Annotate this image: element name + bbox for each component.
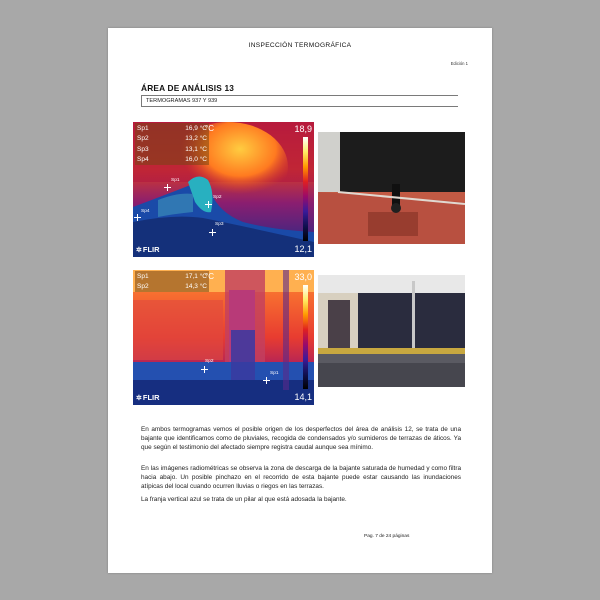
section-title: ÁREA DE ANÁLISIS 13 xyxy=(141,83,235,93)
unit-label: °C xyxy=(205,124,214,133)
photo-2-image xyxy=(318,275,465,387)
color-scale-bar xyxy=(303,137,308,241)
spot-row: Sp2 13,2 °C xyxy=(137,135,207,143)
scale-min: 14,1 xyxy=(294,392,312,402)
crosshair-icon xyxy=(201,366,208,373)
photo-1 xyxy=(318,132,465,244)
marker-label: Sp4 xyxy=(141,209,150,214)
spot-row: Sp1 16,9 °C xyxy=(137,124,207,132)
crosshair-icon xyxy=(209,229,216,236)
thermogram-1 xyxy=(133,122,314,257)
thermogram-2 xyxy=(133,270,314,405)
spot-row: Sp3 13,1 °C xyxy=(137,145,207,153)
subsection-box xyxy=(141,96,458,107)
color-scale-bar xyxy=(303,285,308,389)
crosshair-icon xyxy=(164,184,171,191)
scale-max: 18,9 xyxy=(294,124,312,134)
crosshair-icon xyxy=(205,201,212,208)
scale-min: 12,1 xyxy=(294,244,312,254)
spot-row: Sp1 17,1 °C xyxy=(137,272,207,280)
marker-label: Sp2 xyxy=(205,359,214,364)
paragraph-3: La franja vertical azul se trata de un pilar al que está adosada la bajante. xyxy=(141,496,347,503)
marker-label: Sp1 xyxy=(270,371,279,376)
marker-label: Sp1 xyxy=(171,178,180,183)
spot-readings-2 xyxy=(135,271,209,292)
flir-logo-icon: ✲FLIR xyxy=(136,245,160,254)
subsection-title: TERMOGRAMAS 937 Y 939 xyxy=(146,98,218,104)
header-title: INSPECCIÓN TERMOGRÁFICA xyxy=(248,42,352,49)
crosshair-icon xyxy=(134,214,141,221)
unit-label: °C xyxy=(205,272,214,281)
document-page xyxy=(108,28,492,573)
crosshair-icon xyxy=(263,377,270,384)
marker-label: Sp3 xyxy=(215,222,224,227)
paragraph-2: En las imágenes radiométricas se observa la zona de descarga de la bajante saturada de humedad y como filtra hacia abajo. Un posible pinchazo en el recorrido de esta bajante puede estar causando las inundaciones atípicas del local cuando ocurren lluvias o riegos en las terrazas. xyxy=(141,465,461,490)
page-number: Pag. 7 de 24 páginas xyxy=(364,534,410,539)
paragraph-1: En ambos termogramas vemos el posible origen de los desperfectos del área de análisis 12, se trata de una bajante que identificamos como de pluviales, recogida de condensados y/o sumideros de terrazas de áticos. Ya que según el testimonio del afectado siempre registra caudal aunque sea mínimo. xyxy=(141,426,461,451)
scale-max: 33,0 xyxy=(294,272,312,282)
photo-1-image xyxy=(318,132,465,244)
spot-readings-1 xyxy=(135,123,209,165)
edition-label: Edición 1 xyxy=(450,61,468,66)
photo-2 xyxy=(318,275,465,387)
spot-row: Sp2 14,3 °C xyxy=(137,283,207,291)
spot-row: Sp4 16,0 °C xyxy=(137,156,207,164)
marker-label: Sp2 xyxy=(213,195,222,200)
flir-logo-icon: ✲FLIR xyxy=(136,393,160,402)
